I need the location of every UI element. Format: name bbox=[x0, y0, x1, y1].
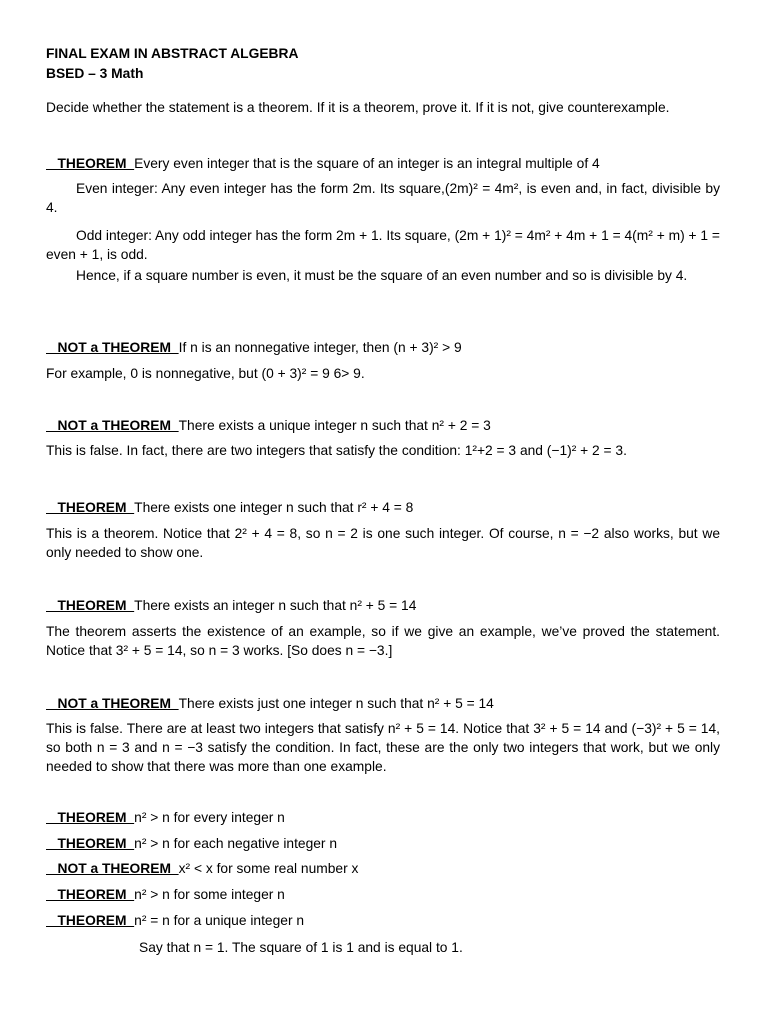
item-6-heading bbox=[46, 694, 720, 713]
item-2-statement: If n is an nonnegative integer, then (n + 3)² > 9 bbox=[178, 340, 462, 355]
short-item-3-statement: x² < x for some real number x bbox=[178, 861, 359, 876]
theorem-label: THEOREM bbox=[46, 887, 135, 902]
item-1-paragraph-2: Odd integer: Any odd integer has the form 2m + 1. Its square, (2m + 1)² = 4m² + 4m + 1 = 4(m² + m) + 1 = even + 1, is odd. bbox=[46, 228, 720, 262]
short-item-1-statement: n² > n for every integer n bbox=[134, 810, 285, 825]
item-5-heading bbox=[46, 596, 720, 615]
item-1-statement: Every even integer that is the square of an integer is an integral multiple of 4 bbox=[134, 156, 600, 171]
item-1-heading bbox=[46, 154, 720, 173]
item-2-heading bbox=[46, 338, 720, 357]
item-3-heading bbox=[46, 416, 720, 435]
theorem-label: THEOREM bbox=[46, 156, 135, 171]
item-4-statement: There exists one integer n such that r² + 4 = 8 bbox=[134, 500, 414, 515]
item-1-paragraph-3: Hence, if a square number is even, it must be the square of an even number and so is divisible by 4. bbox=[76, 268, 688, 283]
short-item-4-statement: n² > n for some integer n bbox=[134, 887, 285, 902]
short-item-1 bbox=[46, 808, 720, 827]
not-theorem-label: NOT a THEOREM bbox=[46, 861, 179, 876]
item-4-paragraph-1: This is a theorem. Notice that 2² + 4 = 8, so n = 2 is one such integer. Of course, n = −2 also works, but we only needed to show one. bbox=[46, 526, 720, 560]
theorem-label: THEOREM bbox=[46, 913, 135, 928]
short-item-5-statement: n² = n for a unique integer n bbox=[134, 913, 305, 928]
theorem-label: THEOREM bbox=[46, 810, 135, 825]
item-3-statement: There exists a unique integer n such that n² + 2 = 3 bbox=[178, 418, 491, 433]
short-item-4 bbox=[46, 885, 720, 904]
item-4-heading bbox=[46, 498, 720, 517]
instructions: Decide whether the statement is a theorem. If it is a theorem, prove it. If it is not, give counterexample. bbox=[46, 100, 670, 115]
item-5-statement: There exists an integer n such that n² + 5 = 14 bbox=[134, 598, 417, 613]
not-theorem-label: NOT a THEOREM bbox=[46, 696, 179, 711]
short-item-3 bbox=[46, 859, 720, 878]
short-item-2-statement: n² > n for each negative integer n bbox=[134, 836, 338, 851]
short-item-5 bbox=[46, 911, 720, 930]
theorem-label: THEOREM bbox=[46, 836, 135, 851]
item-5-paragraph-1: The theorem asserts the existence of an example, so if we give an example, we’ve proved the statement. Notice that 3² + 5 = 14, so n = 3 works. [So does n = −3.] bbox=[46, 624, 720, 658]
theorem-label: THEOREM bbox=[46, 500, 135, 515]
item-3-paragraph-1: This is false. In fact, there are two integers that satisfy the condition: 1²+2 = 3 and (−1)² + 2 = 3. bbox=[46, 443, 627, 458]
item-6-paragraph-1: This is false. There are at least two integers that satisfy n² + 5 = 14. Notice that 3² + 5 = 14 and (−3)² + 5 = 14, so both n = 3 and n = −3 satisfy the condition. In fact, these are the only two integers that work, but we only needed to show that there was more than one example. bbox=[46, 721, 720, 774]
exam-title: FINAL EXAM IN ABSTRACT ALGEBRA bbox=[46, 46, 299, 61]
exam-subtitle: BSED – 3 Math bbox=[46, 66, 144, 81]
item-2-paragraph-1: For example, 0 is nonnegative, but (0 + 3)² = 9 6> 9. bbox=[46, 366, 365, 381]
item-1-paragraph-1: Even integer: Any even integer has the form 2m. Its square,(2m)² = 4m², is even and, in fact, divisible by 4. bbox=[46, 181, 720, 215]
short-item-2 bbox=[46, 834, 720, 853]
not-theorem-label: NOT a THEOREM bbox=[46, 418, 179, 433]
theorem-label: THEOREM bbox=[46, 598, 135, 613]
item-6-statement: There exists just one integer n such that n² + 5 = 14 bbox=[178, 696, 494, 711]
final-note: Say that n = 1. The square of 1 is 1 and is equal to 1. bbox=[139, 940, 463, 955]
not-theorem-label: NOT a THEOREM bbox=[46, 340, 179, 355]
